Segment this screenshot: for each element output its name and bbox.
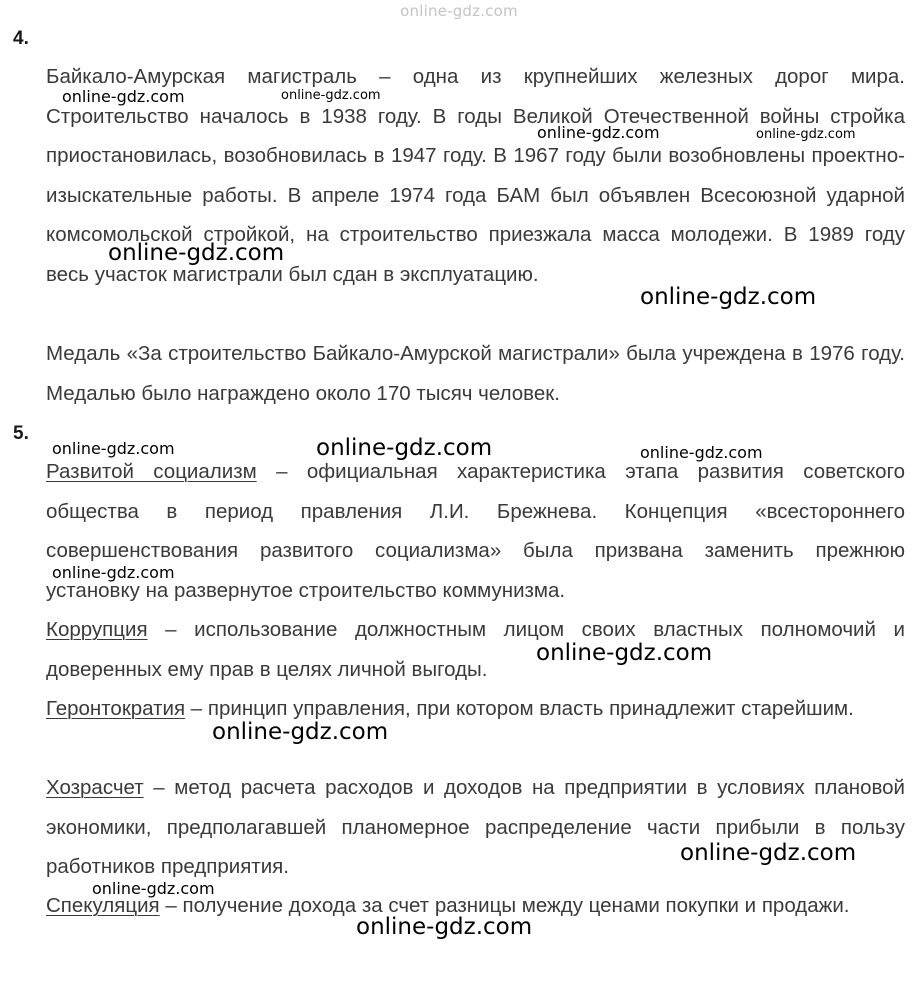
definition-term: Спекуляция xyxy=(46,894,160,917)
watermark: online-gdz.com xyxy=(108,240,285,266)
watermark: online-gdz.com xyxy=(52,439,175,458)
section4-paragraph-bam: Байкало-Амурская магистраль – одна из крупнейших железных дорог мира. Строительство началось в 1938 году. В годы Великой Отечественной войны стройка приостановилась, возобновилась в 1947 году. В 1967 году были возобновлены проектно-изыскательные работы. В апреле 1974 года БАМ был объявлен Всесоюзной ударной комсомольской стройкой, на строительство приезжала масса молодежи. В 1989 году весь участок магистрали был сдан в эксплуатацию. xyxy=(46,65,905,286)
definition-item xyxy=(46,452,905,610)
watermark: online-gdz.com xyxy=(680,840,857,866)
definition-text: – метод расчета расходов и доходов на предприятии в условиях плановой экономики, предполагавшей планомерное распределение части прибыли в пользу работников предприятия. xyxy=(46,776,905,878)
watermark: online-gdz.com xyxy=(212,719,389,745)
watermark: online-gdz.com xyxy=(537,123,660,142)
watermark: online-gdz.com xyxy=(356,914,533,940)
watermark: online-gdz.com xyxy=(281,88,381,103)
section4-paragraph-medal: Медаль «За строительство Байкало-Амурской магистрали» была учреждена в 1976 году. Медалью было награждено около 170 тысяч человек. xyxy=(46,342,905,405)
definition-item xyxy=(46,768,905,887)
watermark: online-gdz.com xyxy=(92,879,215,898)
watermark: online-gdz.com xyxy=(316,435,493,461)
watermark: online-gdz.com xyxy=(52,563,175,582)
definition-text: – получение дохода за счет разницы между ценами покупки и продажи. xyxy=(159,894,850,917)
definition-term: Коррупция xyxy=(46,618,148,641)
definition-text: – принцип управления, при котором власть принадлежит старейшим. xyxy=(185,697,854,720)
definition-item xyxy=(46,610,905,689)
definition-term: Хозрасчет xyxy=(46,776,144,799)
watermark: online-gdz.com xyxy=(756,127,856,142)
watermark: online-gdz.com xyxy=(640,284,817,310)
site-header: online-gdz.com xyxy=(400,2,518,20)
definition-term: Геронтократия xyxy=(46,697,186,720)
definition-term: Развитой социализм xyxy=(46,460,257,483)
watermark: online-gdz.com xyxy=(640,443,763,462)
definition-text: – официальная характеристика этапа развития советского общества в период правления Л.И. Брежнева. Концепция «всестороннего совершенствования развитого социализма» была призвана заменить прежнюю установку на развернутое строительство коммунизма. xyxy=(46,460,906,602)
definition-item xyxy=(46,689,905,729)
watermark: online-gdz.com xyxy=(536,640,713,666)
definition-text: – использование должностным лицом своих властных полномочий и доверенных ему прав в целях личной выгоды. xyxy=(46,618,905,681)
watermark: online-gdz.com xyxy=(62,87,185,106)
section-number-5: 5. xyxy=(13,423,29,444)
section-number-4: 4. xyxy=(13,28,29,49)
